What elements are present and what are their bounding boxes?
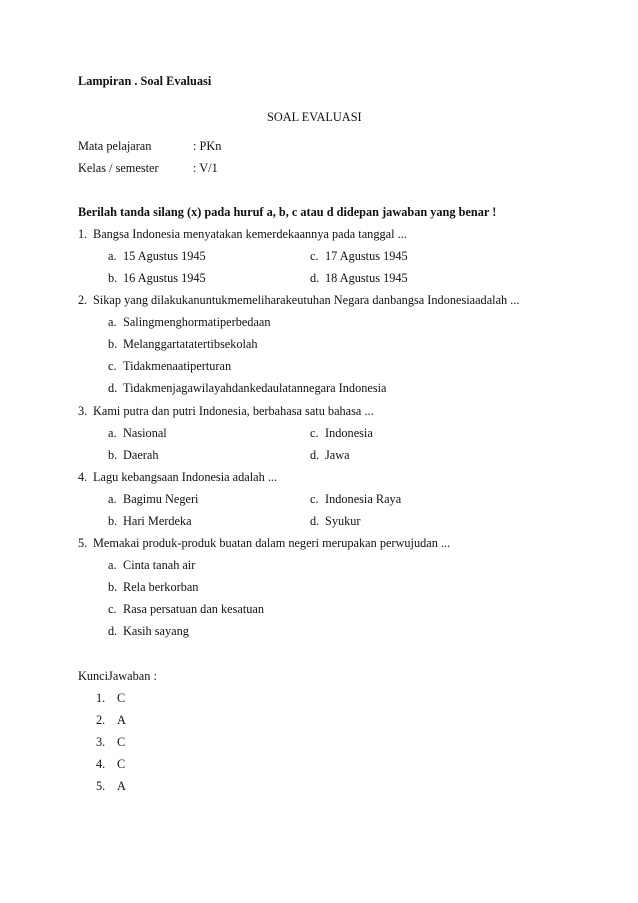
option-letter: a. <box>108 315 117 329</box>
option-letter: b. <box>108 580 118 594</box>
question-number: 4. <box>78 470 88 484</box>
option-letter: b. <box>108 448 118 462</box>
question-number: 5. <box>78 536 88 550</box>
question-text: Bangsa Indonesia menyatakan kemerdekaannya pada tanggal ... <box>93 227 407 241</box>
question-text: Memakai produk-produk buatan dalam negeri merupakan perwujudan ... <box>93 536 451 550</box>
option-text: 17 Agustus 1945 <box>325 249 408 263</box>
option-text: Cinta tanah air <box>123 558 196 572</box>
answer-number: 5. <box>96 779 106 793</box>
class-label: Kelas / semester <box>78 161 159 175</box>
option-letter: b. <box>108 514 118 528</box>
option-text: Salingmenghormatiperbedaan <box>123 315 271 329</box>
option-letter: c. <box>310 249 319 263</box>
question-text: Lagu kebangsaan Indonesia adalah ... <box>93 470 278 484</box>
answer-value: A <box>117 779 126 793</box>
option-letter: d. <box>108 381 118 395</box>
option-letter: b. <box>108 337 118 351</box>
option-text: Melanggartatatertibsekolah <box>123 337 258 351</box>
answer-key-label: KunciJawaban : <box>78 669 157 683</box>
question-number: 3. <box>78 404 88 418</box>
option-text: Rasa persatuan dan kesatuan <box>123 602 265 616</box>
option-letter: c. <box>310 492 319 506</box>
instruction: Berilah tanda silang (x) pada huruf a, b, c atau d didepan jawaban yang benar ! <box>78 205 497 219</box>
option-letter: d. <box>310 271 320 285</box>
option-text: 15 Agustus 1945 <box>123 249 206 263</box>
answer-value: C <box>117 757 126 771</box>
answer-number: 4. <box>96 757 106 771</box>
question-number: 1. <box>78 227 88 241</box>
option-letter: a. <box>108 249 117 263</box>
option-text: Tidakmenaatiperturan <box>123 359 232 373</box>
answer-number: 1. <box>96 691 106 705</box>
option-text: Bagimu Negeri <box>123 492 199 506</box>
appendix-heading: Lampiran . Soal Evaluasi <box>78 74 212 88</box>
question-text: Sikap yang dilakukanuntukmemeliharakeutuhan Negara danbangsa Indonesiaadalah ... <box>93 293 520 307</box>
option-text: Kasih sayang <box>123 624 189 638</box>
subject-value: : PKn <box>193 139 222 153</box>
option-text: Syukur <box>325 514 361 528</box>
option-letter: d. <box>310 448 320 462</box>
option-text: Daerah <box>123 448 159 462</box>
answer-number: 2. <box>96 713 106 727</box>
option-text: Jawa <box>325 448 350 462</box>
option-text: 16 Agustus 1945 <box>123 271 206 285</box>
subject-label: Mata pelajaran <box>78 139 152 153</box>
option-letter: a. <box>108 426 117 440</box>
option-letter: c. <box>310 426 319 440</box>
option-letter: d. <box>310 514 320 528</box>
option-letter: a. <box>108 558 117 572</box>
option-letter: a. <box>108 492 117 506</box>
option-text: Indonesia Raya <box>325 492 402 506</box>
answer-value: A <box>117 713 126 727</box>
option-text: Indonesia <box>325 426 373 440</box>
option-letter: c. <box>108 602 117 616</box>
question-text: Kami putra dan putri Indonesia, berbahasa satu bahasa ... <box>93 404 374 418</box>
option-letter: b. <box>108 271 118 285</box>
class-value: : V/1 <box>193 161 218 175</box>
option-text: Nasional <box>123 426 167 440</box>
answer-number: 3. <box>96 735 106 749</box>
answer-value: C <box>117 691 126 705</box>
option-text: Rela berkorban <box>123 580 199 594</box>
option-letter: c. <box>108 359 117 373</box>
option-letter: d. <box>108 624 118 638</box>
answer-value: C <box>117 735 126 749</box>
question-number: 2. <box>78 293 88 307</box>
option-text: Hari Merdeka <box>123 514 192 528</box>
option-text: Tidakmenjagawilayahdankedaulatannegara Indonesia <box>123 381 387 395</box>
option-text: 18 Agustus 1945 <box>325 271 408 285</box>
page-title: SOAL EVALUASI <box>267 110 362 124</box>
